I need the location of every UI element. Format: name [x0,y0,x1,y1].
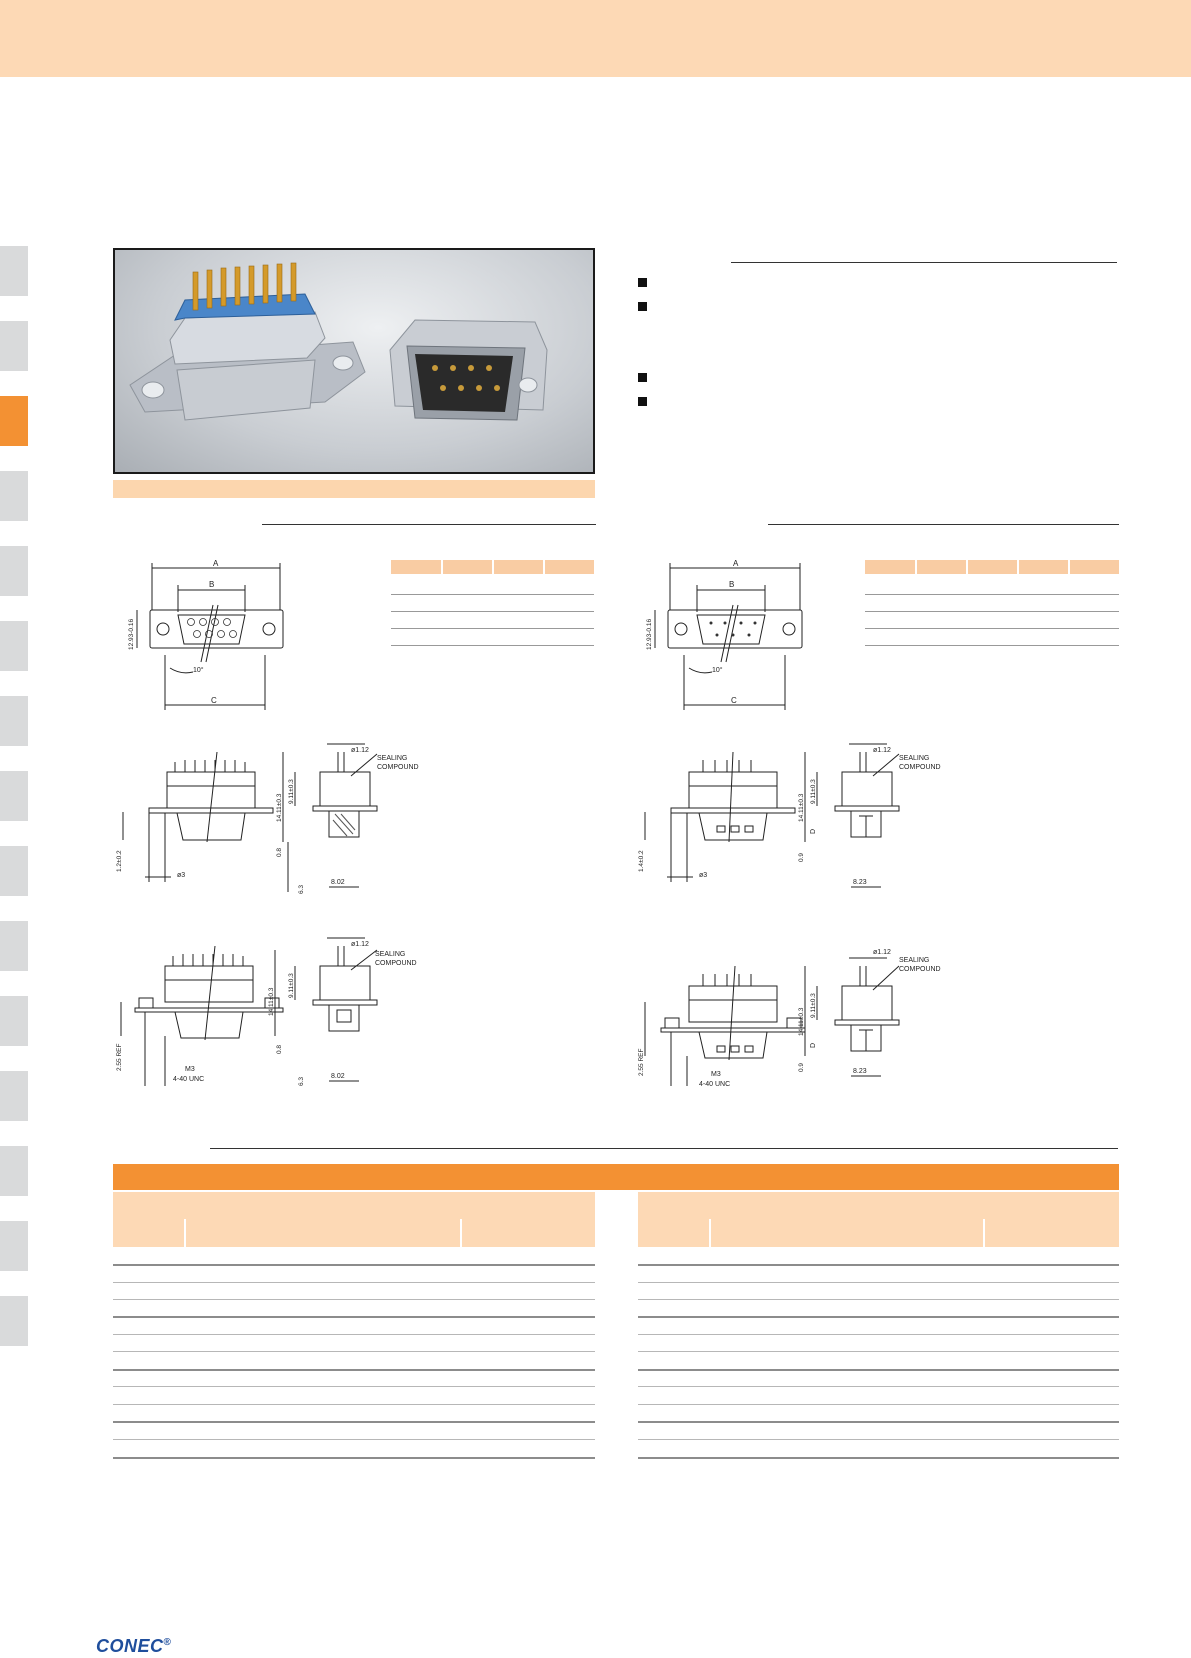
photo-caption-strip [113,480,595,498]
header-band [0,0,1191,77]
table-row-line [638,1334,1119,1335]
table-row-line [113,1386,595,1387]
side-tab[interactable] [0,771,28,821]
table-row-line [638,1316,1119,1318]
table-row-line [638,1282,1119,1283]
dim-c-label: C [731,696,737,705]
table-row-line [638,1404,1119,1405]
side-tab[interactable] [0,321,28,371]
side-tab[interactable] [0,621,28,671]
sealing-label: SEALING [899,957,930,964]
column-separator [460,1219,462,1247]
side-tab[interactable] [0,921,28,971]
height-label: 0.9 [798,852,805,862]
table-row-line [113,1282,595,1283]
thread-label: M3 [185,1066,195,1073]
side-dimension-label: 1.4±0.2 [638,850,645,872]
column-separator [983,1219,985,1247]
table-row-line [113,1404,595,1405]
height-label: 9.11±0.3 [810,779,817,804]
side-view-drawing-bottom-right [637,936,967,1096]
height-label: 14.11±0.3 [798,793,805,822]
side-tab[interactable] [0,471,28,521]
width-label: 8.02 [331,879,345,886]
thread-label: 4-40 UNC [173,1076,205,1083]
bullet-square-icon [638,278,647,287]
height-label: 9.11±0.3 [810,993,817,1018]
compound-label: COMPOUND [899,966,941,973]
table-row-line [638,1299,1119,1300]
product-photo [113,248,595,474]
angle-label: 10° [193,667,204,674]
side-dimension-label: 2.55 REF [116,1043,123,1071]
dim-b-label: B [209,580,215,589]
table-row-line [638,1264,1119,1266]
compound-label: COMPOUND [377,764,419,771]
side-tab[interactable] [0,846,28,896]
table-row-line [113,1369,595,1371]
dim-c-label: C [211,696,217,705]
sealing-label: SEALING [377,755,408,762]
side-tab[interactable] [0,1071,28,1121]
logo-text: CONEC [96,1636,164,1656]
angle-label: 10° [712,667,723,674]
height-label: 0.9 [798,1062,805,1072]
table-row-line [113,1334,595,1335]
height-label: 0.8 [276,847,283,857]
bullet-square-icon [638,302,647,311]
table-row-line [638,1386,1119,1387]
table-row-line [638,1457,1119,1459]
sealing-label: SEALING [899,755,930,762]
conec-logo [96,1636,171,1657]
height-label: 0.8 [276,1044,283,1054]
side-dimension-label: 2.55 REF [638,1048,645,1076]
column-separator [184,1219,186,1247]
section-rule [768,524,1119,525]
connector-right [390,320,547,420]
side-tab[interactable] [0,1296,28,1346]
height-label: 9.11±0.3 [288,973,295,998]
dim-a-label: A [733,560,739,568]
side-view-drawing-bottom-left [115,936,445,1096]
bullet-square-icon [638,397,647,406]
hole-diameter-label: ø3 [699,872,708,879]
side-tab[interactable] [0,246,28,296]
dim-b-label: B [729,580,735,589]
height-label: 12.93-0.16 [646,618,653,650]
table-row-line [113,1264,595,1266]
height-label: D [810,1042,817,1048]
front-view-drawing-left [115,560,295,710]
section-rule [731,262,1117,263]
table-row-line [113,1351,595,1352]
table-row-line [638,1369,1119,1371]
table-row-line [638,1439,1119,1440]
table-row-line [638,1421,1119,1423]
height-label: 14.11±0.3 [276,793,283,822]
side-tab[interactable] [0,696,28,746]
d-sub-connectors-photo [115,250,593,472]
registered-mark: ® [163,1637,172,1648]
ordering-header-bar [113,1164,1119,1190]
side-view-drawing-mid-left [115,742,445,902]
table-row-line [113,1421,595,1423]
height-label: 9.11±0.3 [288,779,295,804]
connector-left [130,263,365,420]
side-tab[interactable] [0,546,28,596]
pin-diameter-label: ø1.12 [351,941,369,948]
height-label: D [810,828,817,834]
table-row-line [113,1299,595,1300]
table-row-line [638,1351,1119,1352]
side-tab[interactable] [0,996,28,1046]
side-tab[interactable] [0,1146,28,1196]
bullet-square-icon [638,373,647,382]
height-label: 12.93-0.16 [128,618,135,650]
dim-a-label: A [213,560,219,568]
width-label: 8.23 [853,1068,867,1075]
section-rule [262,524,596,525]
height-label: 6.3 [298,884,305,894]
side-tab-active[interactable] [0,396,28,446]
width-label: 8.23 [853,879,867,886]
hole-diameter-label: ø3 [177,872,186,879]
front-view-drawing-right [637,560,817,710]
compound-label: COMPOUND [375,960,417,967]
width-label: 8.02 [331,1073,345,1080]
side-tab[interactable] [0,1221,28,1271]
column-separator [709,1219,711,1247]
height-label: 14.11±0.3 [268,987,275,1016]
height-label: 6.3 [298,1076,305,1086]
table-row-line [113,1439,595,1440]
thread-label: M3 [711,1071,721,1078]
compound-label: COMPOUND [899,764,941,771]
height-label: 14.11±0.3 [798,1007,805,1036]
pin-diameter-label: ø1.12 [873,949,891,956]
table-row-line [113,1316,595,1318]
sealing-label: SEALING [375,951,406,958]
table-row-line [113,1457,595,1459]
pin-diameter-label: ø1.12 [351,747,369,754]
thread-label: 4-40 UNC [699,1081,731,1088]
section-rule [210,1148,1118,1149]
side-dimension-label: 1.2±0.2 [116,850,123,872]
side-view-drawing-mid-right [637,742,967,902]
pin-diameter-label: ø1.12 [873,747,891,754]
